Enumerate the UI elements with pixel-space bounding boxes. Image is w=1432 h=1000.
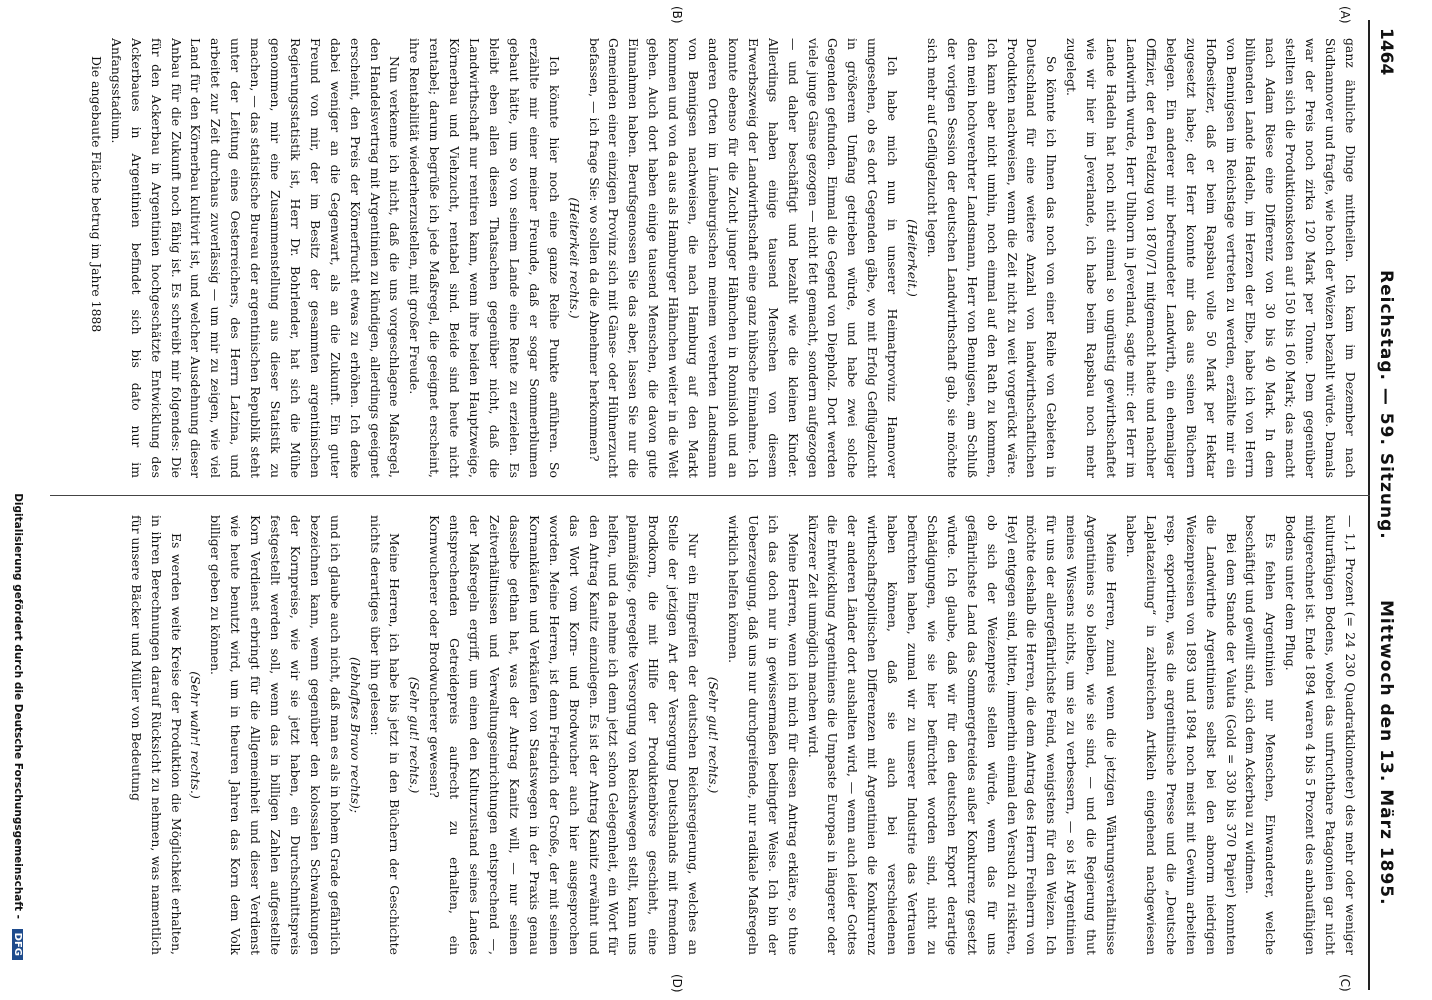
dfg-logo: DFG [13, 929, 24, 960]
margin-marker-a: (A) [1338, 6, 1352, 24]
interjection: (Heiterkeit rechts.) [566, 197, 582, 319]
paragraph: ganz ähnliche Dinge mittheilen. Ich kam im Dezember nach Südhannover und fragte, wie hoch der Weizen bezahlt würde. Damals war der Preis noch zirka 120 Mark per Tonne. Dem gegenüber stellten sich die Produktionskosten auf 150 bis 160 Mark; das macht nach Adam Riese eine Differenz von 30 bis 40 Mark. In dem blühenden Lande Hadeln, im Herzen der Elbe, habe ich von Herrn von Bennigsen im Reichstage vertreten zu werden, erzählte mir ein Hofbesitzer, daß er beim Rapsbau volle 50 Mark per Hektar zugesetzt habe; der Herr konnte mir das aus seinen Büchern belegen. Ein anderer mir befreundeter Landwirth, ein ehemaliger Offizier, der den Feldzug von 1870/71 mitgemacht hatte und nachher Landwirth wurde, Herr Uhlhorn in Jeverland, sagte mir: der Herr im Lande Hadeln hat noch nicht einmal so ungünstig gewirthschaftet wie wir hier im Jeverlande, ich habe beim Rapsbau noch mehr zugelegt. [1064, 38, 1358, 478]
paragraph: Es fehlen Argentinien nur Menschen, Einwanderer, welche beschäftigt und gewillt sind, sich dem Ackerbau zu widmen. [1243, 515, 1279, 955]
digitization-footer [4, 0, 24, 1000]
paragraph: Die angebaute Fläche betrug im Jahre 1888 [88, 56, 104, 333]
right-column [60, 515, 1360, 955]
page-header [1368, 0, 1408, 1000]
margin-marker-d: (D) [670, 974, 684, 993]
margin-marker-c: (C) [1338, 974, 1352, 992]
paragraph: Meine Herren, wenn ich mich für diesen Antrag erkläre, so thue ich das doch nur in gewissermaßen bedingter Weise. Ich bin der Ueberzeugung, daß uns nur durchgreifende, nur radikale Maßregeln wirklich helfen können. [725, 515, 801, 955]
interjection: (lebhaftes Bravo rechts); [347, 657, 363, 813]
interjection: (Sehr wahr! rechts.) [188, 671, 204, 799]
interjection: (Sehr gut! rechts.) [407, 676, 423, 794]
paragraph: Es werden weite Kreise der Produktion die Möglichkeit erhalten, in ihren Berechnungen darauf Rücksicht zu nehmen, was namentlich für unsere Bäcker und Müller von Bedeutung [128, 515, 184, 955]
paragraph: Ich könnte hier noch eine ganze Reihe Punkte anführen. So erzählte mir einer meiner Freunde, daß er sogar Sommerblumen gebaut hätte, um so von seinem Lande eine Rente zu erzielen. Es bleibt eben allen diesen Thatsachen gegenüber nicht, daß die Landwirthschaft nur rentiren kann, wenn ihre beiden Hauptzweige, Körnerbau und Viehzucht, rentabel sind. Beide sind heute nicht rentabel; darum begrüße ich jede Maßregel, die geeignet erscheint, ihre Rentabilität wiederherzustellen, mit großer Freude. [407, 38, 562, 478]
paragraph: und ich glaube auch nicht, daß man es als in hohem Grade gefährlich bezeichnen kann, wenn gegenüber den kolossalen Schwankungen der Kornpreise, wie wir sie jetzt haben, ein Durchschnittspreis festgestellt werden soll, wenn das in billigen Zahlen aufgestellte Korn Verdienst erbringt für die Allgemeinheit und dieser Verdienst wie heute benutzt wird, um in theuren Jahren das Korn dem Volk billiger geben zu können. [208, 515, 343, 955]
paragraph: Nur ein Eingreifen der deutschen Reichsregierung, welches an Stelle der jetzigen Art der Versorgung Deutschlands mit fremdem Brodkorn, die mit Hilfe der Produktenbörse geschieht, eine planmäßige, geregelte Versorgung von Reichswegen stellt, kann uns helfen, und da nehme ich denn jetzt schon Gelegenheit, ein Wort für den Antrag Kanitz einzulegen. Es ist der Antrag Kanitz erwähnt und das Wort vom Korn- und Brodwucher auch hier ausgesprochen worden. Meine Herren, ist denn Friedrich der Große, der mit seinen Kornankäufen und Verkäufen von Staatswegen in der Praxis genau dasselbe gethan hat, was der Antrag Kanitz will, — nur seinen Zeitverhältnissen und Verwaltungseinrichtungen entsprechend —, der Maßregeln ergriff, um einen den Kulturzustand seines Landes entsprechenden Getreidepreis aufrecht zu erhalten, ein Kornwucherer oder Brodwucherer gewesen? [427, 515, 702, 955]
header-rule [1368, 20, 1370, 990]
paragraph: Bei dem Stande der Valuta (Gold = 330 bis 370 Papier) konnten die Landwirthe Argentiniens selbst bei den abnorm niedrigen Weizenpreisen von 1893 und 1894 noch meist mit Gewinn arbeiten resp. exportiren, was die argentinische Presse und die „Deutsche Laplatazeitung“ in zahlreichen Artikeln eingehend nachgewiesen haben. [1124, 515, 1239, 955]
paragraph: So könnte ich Ihnen das noch von einer Reihe von Gebieten in Deutschland für eine weitere Anzahl von landwirthschaftlichen Produkten nachweisen, wenn die Zeit nicht zu weit vorgerückt wäre. Ich kann aber nicht umhin, noch einmal auf den Rath zu kommen, den mein hochverehrter Landsmann, Herr von Bennigsen, am Schluß der vorigen Session der deutschen Landwirthschaft gab, sie möchte sich mehr auf Geflügelzucht legen. [924, 38, 1060, 478]
column-divider [50, 495, 1370, 496]
paragraph: Meine Herren, ich habe bis jetzt in den Büchern der Geschichte nichts derartiges über ihn gelesen: [367, 515, 403, 955]
left-column [60, 38, 1360, 478]
paragraph: Meine Herren, zumal wenn die jetzigen Währungsverhältnisse Argentiniens so bleiben, wie sie sind, — und die Regierung thut meines Wissens nichts, um sie zu verbessern, — so ist Argentinien für uns der allergefährlichste Feind, wenigstens für den Weizen. Ich möchte deshalb die Herren, die dem Antrag des Herrn Freiherrn von Heyl entgegen sind, bitten, immerhin einmal den Versuch zu riskiren, ob sich der Weizenpreis stellen würde, wenn das für uns gefährlichste Land das Sommergetreides außer Konkurrenz gesetzt würde. Ich glaube, daß wir für den deutschen Export derartige Schädigungen, wie sie hier befürchtet worden sind, nicht zu befürchten haben, zumal wir zu unserer Industrie das Vertrauen haben können, daß sie auch bei verschiedenen wirthschaftspolitischen Differenzen mit Argentinien die Konkurrenz der anderen Länder dort aushalten wird, — wenn auch leider Gottes die Entwicklung Argentiniens die Umpaste Europas in längerer oder kürzerer Zeit unmöglich machen wird. [805, 515, 1120, 955]
paragraph: Nun verkenne ich nicht, daß die uns vorgeschlagene Maßregel, den Handelsvertrag mit Argentinien zu kündigen, allerdings geeignet erscheint, den Preis der Körnerfrucht etwas zu erhöhen. Ich denke dabei weniger an die Gegenwart, als an die Zukunft. Ein guter Freund von mir, der im Besitz der gesammten argentinischen Regierungsstatistik ist, Herr Dr. Bohrlender, hat sich die Mühe genommen, mir eine Zusammenstellung aus dieser Statistik zu machen, — das statistische Bureau der argentinischen Republik steht unter der Leitung eines Oesterreichers, des Herrn Latzina, und arbeitet zur Zeit durchaus zuverlässig — um mir zu zeigen, wie viel Land für den Körnerbau kultivirt ist, und welcher Ausdehnung dieser Anbau für die Zukunft noch fähig ist. Es schreibt mir folgendes: Die für den Ackerbau in Argentinien hochgeschätzte Entwicklung des Ackerbaues in Argentinien befindet sich bis dato nur im Anfangsstadium. [108, 38, 403, 478]
session-title: Reichstag. — 59. Sitzung. [1376, 270, 1396, 540]
margin-marker-b: (B) [670, 6, 684, 24]
footer-text: Digitalisierung gefördert durch die Deutsche Forschungsgemeinschaft - [12, 493, 24, 919]
paragraph: Ich habe mich nun in unserer Heimatprovinz Hannover umgesehen, ob es dort Gegenden gäbe, wo mit Erfolg Geflügelzucht in größerem Umfang getrieben würde, und habe zwei solche Gegenden gefunden. Einmal die Gegend von Diepholz. Dort werden viele junge Gänse gezogen — nicht fett gemacht, sondern aufgezogen — und daher beschäftigt und bezahlt wie die kleinen Kinder. Allerdings haben einige tausend Menschen von diesem Erwerbszweig der Landwirthschaft eine ganz hübsche Einnahme. Ich konnte ebenso für die Zucht junger Hähnchen in Ronnisloh und an anderen Orten im Lüneburgischen meinem verehrten Landsmann von Bennigsen nachweisen, die nach Hamburg auf den Markt kommen und von da aus als Hamburger Hähnchen weiter in die Welt gehen. Auch dort haben einige tausend Menschen, die davon gute Einnahmen haben. Berufsgenossen Sie das aber, lassen Sie nur die Gemeinden einer einzigen Provinz sich mit Gänse- oder Hühnerzucht befassen, — ich frage Sie: wo sollen da die Abnehmer herkommen? [586, 38, 901, 478]
interjection: (Heiterkeit.) [905, 219, 921, 297]
paragraph: — 1,1 Prozent (= 24 230 Quadratkilometer) des mehr oder weniger kulturfähigen Bodens, wobei das unfruchtbare Patagonien gar nicht mitgerechnet ist. Ende 1894 waren 4 bis 5 Prozent des anbaufähigen Bodens unter dem Pflug. [1283, 515, 1358, 955]
page-number: 1464 [1376, 28, 1396, 76]
interjection: (Sehr gut! rechts.) [706, 676, 721, 794]
session-date: Mittwoch den 13. März 1895. [1376, 600, 1396, 906]
